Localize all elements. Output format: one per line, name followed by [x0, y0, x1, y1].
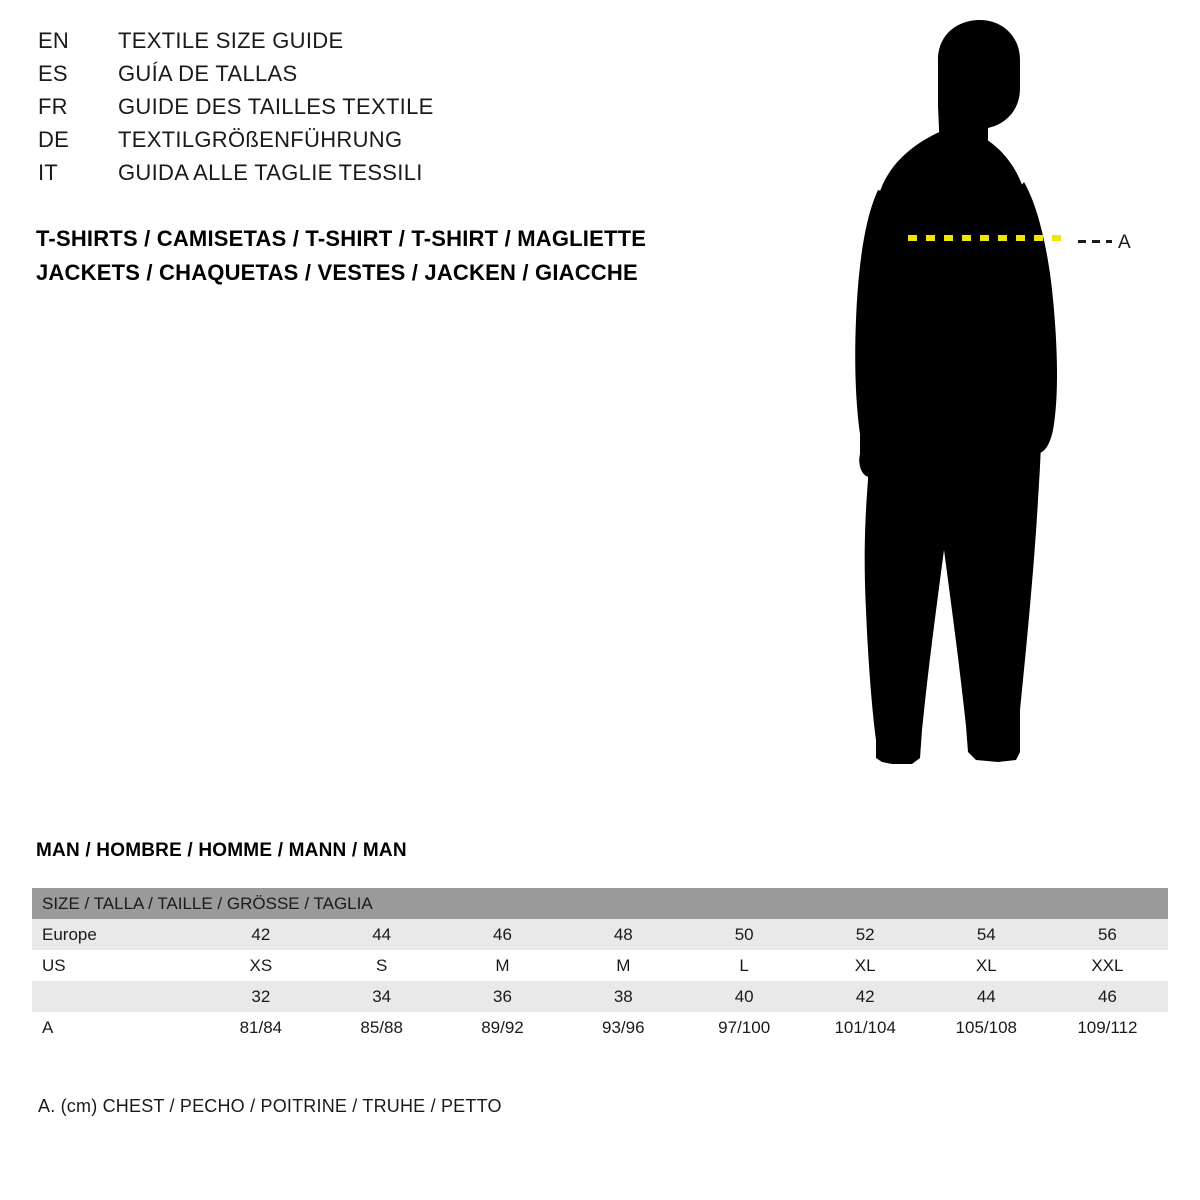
size-table	[32, 888, 1168, 1043]
cell: 50	[684, 919, 805, 950]
cell: 54	[926, 919, 1047, 950]
language-row	[38, 94, 758, 127]
cell: 46	[442, 919, 563, 950]
cell: 40	[684, 981, 805, 1012]
table-row	[32, 950, 1168, 981]
table-section-title: MAN / HOMBRE / HOMME / MANN / MAN	[36, 840, 407, 861]
footnote-chest-measure: A. (cm) CHEST / PECHO / POITRINE / TRUHE / PETTO	[38, 1096, 502, 1116]
language-code: DE	[38, 127, 69, 152]
table-row	[32, 981, 1168, 1012]
cell: 93/96	[563, 1012, 684, 1043]
language-code: ES	[38, 61, 68, 86]
cell: 34	[321, 981, 442, 1012]
cell: XL	[805, 950, 926, 981]
cell: 52	[805, 919, 926, 950]
cell: 56	[1047, 919, 1168, 950]
garment-line-jackets: JACKETS / CHAQUETAS / VESTES / JACKEN / GIACCHE	[36, 260, 638, 285]
language-row	[38, 127, 758, 160]
language-row	[38, 61, 758, 94]
language-row	[38, 160, 758, 193]
cell: 36	[442, 981, 563, 1012]
table-header-label: SIZE / TALLA / TAILLE / GRÖSSE / TAGLIA	[32, 888, 1168, 919]
male-silhouette-icon	[820, 10, 1180, 800]
cell: 38	[563, 981, 684, 1012]
cell: 89/92	[442, 1012, 563, 1043]
body-silhouette-figure	[820, 10, 1180, 800]
garment-line-tshirts: T-SHIRTS / CAMISETAS / T-SHIRT / T-SHIRT / MAGLIETTE	[36, 226, 647, 251]
cell: 32	[200, 981, 321, 1012]
cell: 97/100	[684, 1012, 805, 1043]
cell: XS	[200, 950, 321, 981]
cell: L	[684, 950, 805, 981]
cell: 105/108	[926, 1012, 1047, 1043]
cell: 42	[805, 981, 926, 1012]
language-row	[38, 28, 758, 61]
cell: 101/104	[805, 1012, 926, 1043]
language-code: FR	[38, 94, 68, 119]
cell: 42	[200, 919, 321, 950]
cell: 109/112	[1047, 1012, 1168, 1043]
row-label: US	[32, 950, 200, 981]
language-code: EN	[38, 28, 69, 53]
table-row	[32, 919, 1168, 950]
language-title: TEXTILGRÖßENFÜHRUNG	[118, 127, 403, 152]
language-title: TEXTILE SIZE GUIDE	[118, 28, 344, 53]
table-header-row	[32, 888, 1168, 919]
cell: 44	[926, 981, 1047, 1012]
cell: 81/84	[200, 1012, 321, 1043]
cell: S	[321, 950, 442, 981]
row-label: A	[32, 1012, 200, 1043]
row-label	[32, 981, 200, 1012]
table-row	[32, 1012, 1168, 1043]
language-title-list	[38, 28, 758, 193]
row-label: Europe	[32, 919, 200, 950]
cell: M	[442, 950, 563, 981]
language-title: GUIDA ALLE TAGLIE TESSILI	[118, 160, 423, 185]
measure-leader-line	[1078, 240, 1112, 243]
garment-category-list	[36, 222, 796, 290]
cell: 85/88	[321, 1012, 442, 1043]
language-title: GUÍA DE TALLAS	[118, 61, 298, 86]
cell: 44	[321, 919, 442, 950]
language-title: GUIDE DES TAILLES TEXTILE	[118, 94, 434, 119]
cell: XL	[926, 950, 1047, 981]
measure-label-a: A	[1118, 232, 1131, 253]
cell: M	[563, 950, 684, 981]
cell: 48	[563, 919, 684, 950]
language-code: IT	[38, 160, 58, 185]
cell: XXL	[1047, 950, 1168, 981]
cell: 46	[1047, 981, 1168, 1012]
